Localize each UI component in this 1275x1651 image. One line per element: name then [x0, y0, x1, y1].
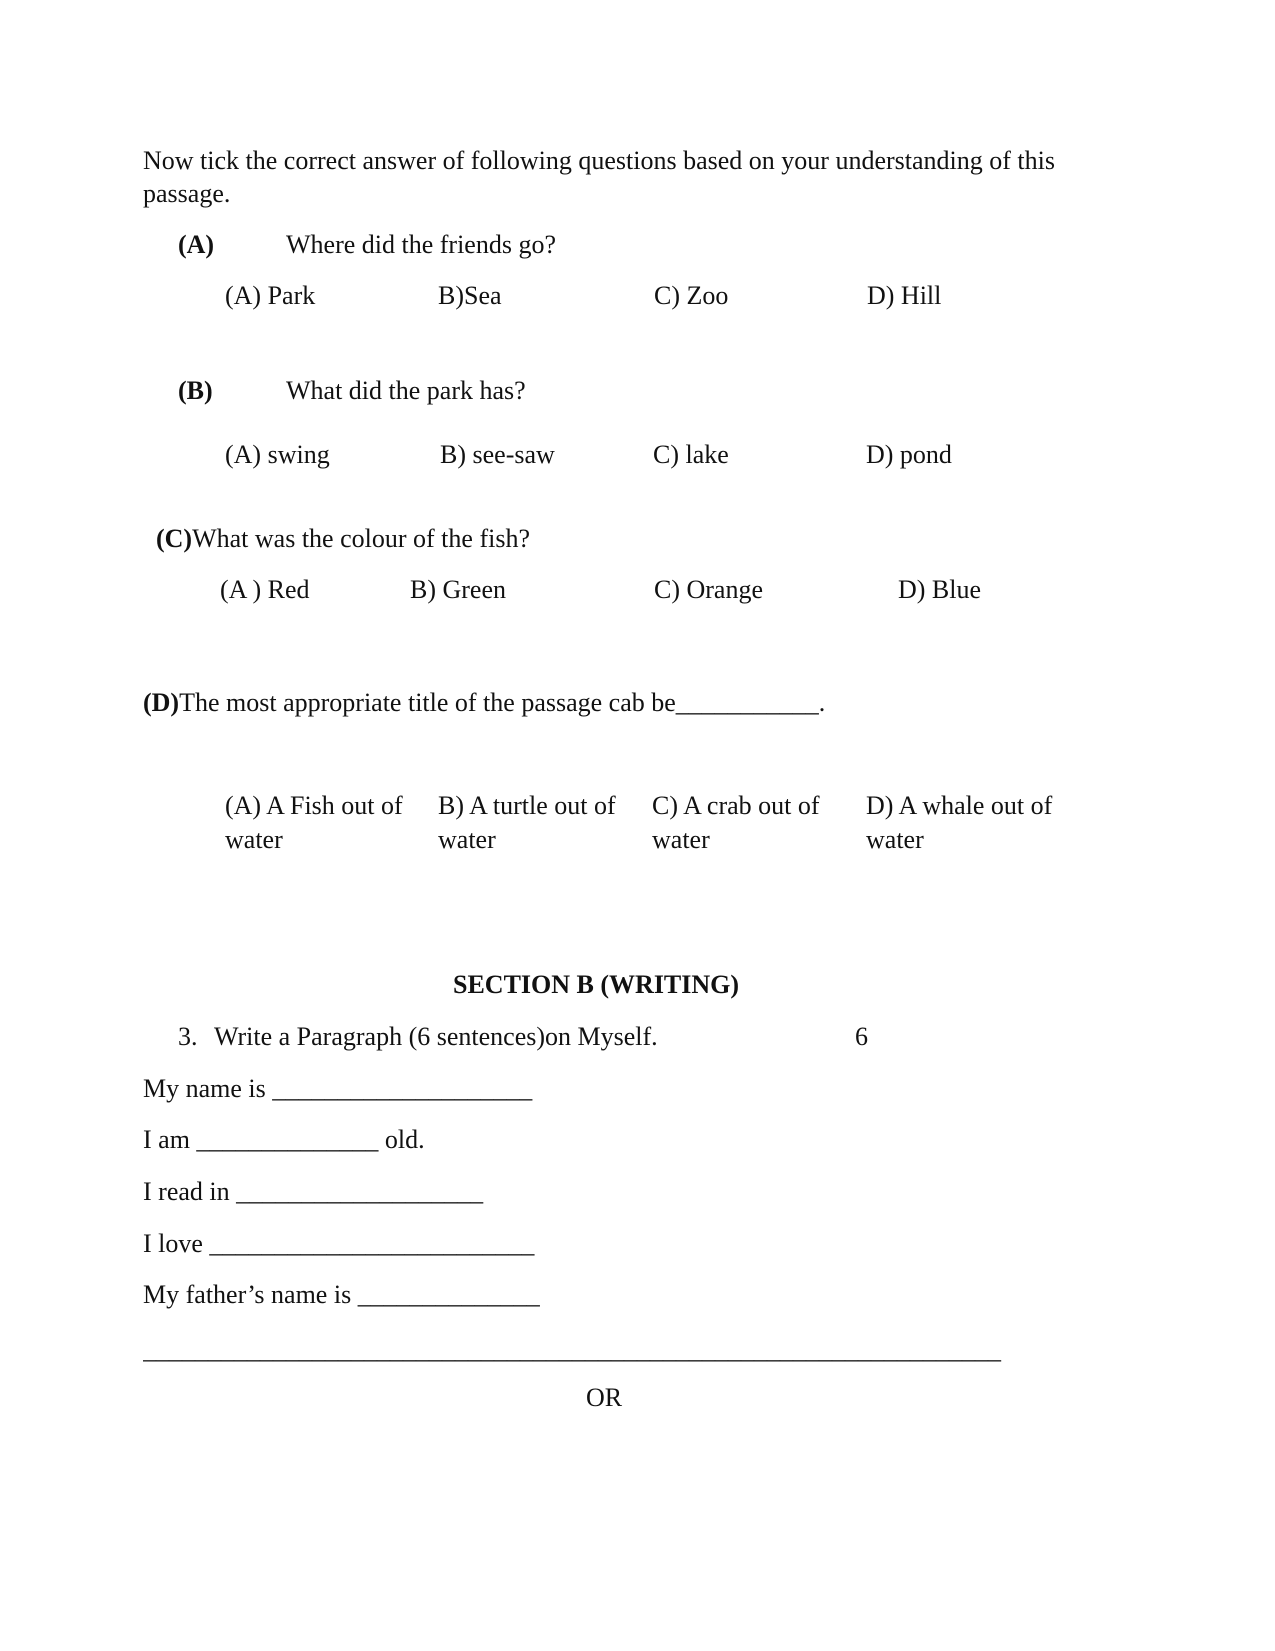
writing-question-text: Write a Paragraph (6 sentences)on Myself. — [214, 1022, 658, 1051]
question-c — [156, 522, 530, 555]
instructions-text: Now tick the correct answer of following questions based on your understanding of this passage. — [143, 146, 1055, 208]
option-b[interactable]: B) see-saw — [440, 440, 555, 469]
fill-line-age[interactable]: I am ______________ old. — [143, 1125, 425, 1154]
option-c[interactable]: C) lake — [653, 440, 729, 469]
option-b[interactable]: B) Green — [410, 575, 507, 604]
blank-writing-line[interactable]: __________________________________________________________________ — [143, 1335, 1001, 1364]
fill-line-father[interactable]: My father’s name is ______________ — [143, 1280, 540, 1309]
option-b[interactable]: B)Sea — [438, 281, 502, 310]
fill-line-love[interactable]: I love _________________________ — [143, 1229, 535, 1258]
option-d[interactable]: D) A whale out of water — [866, 791, 1053, 854]
question-label: (B) — [178, 376, 213, 405]
question-a-text: Where did the friends go? — [286, 230, 557, 259]
option-b[interactable]: B) A turtle out of water — [438, 791, 616, 854]
section-title: SECTION B (WRITING) — [453, 970, 740, 999]
option-a[interactable]: (A) Park — [225, 281, 316, 310]
option-d[interactable]: D) pond — [866, 440, 952, 469]
option-a[interactable]: (A ) Red — [220, 575, 310, 604]
option-c[interactable]: C) A crab out of water — [652, 791, 820, 854]
option-a[interactable]: (A) swing — [225, 440, 330, 469]
marks-label: 6 — [855, 1022, 868, 1051]
option-d[interactable]: D) Hill — [867, 281, 942, 310]
option-d[interactable]: D) Blue — [898, 575, 982, 604]
question-d-text: The most appropriate title of the passage cab be___________. — [179, 688, 826, 717]
or-divider-text: OR — [586, 1383, 623, 1412]
question-c-text: What was the colour of the fish? — [192, 524, 530, 553]
writing-question-number: 3. — [178, 1022, 198, 1051]
option-a[interactable]: (A) A Fish out of water — [225, 791, 403, 854]
question-label: (C) — [156, 524, 193, 553]
question-label: (A) — [178, 230, 215, 259]
question-d — [143, 686, 825, 719]
question-a — [178, 228, 214, 261]
fill-line-name[interactable]: My name is ____________________ — [143, 1074, 533, 1103]
option-c[interactable]: C) Zoo — [654, 281, 729, 310]
question-b — [178, 374, 213, 407]
option-c[interactable]: C) Orange — [654, 575, 764, 604]
fill-line-school[interactable]: I read in ___________________ — [143, 1177, 484, 1206]
question-b-text: What did the park has? — [286, 376, 526, 405]
question-label: (D) — [143, 688, 180, 717]
